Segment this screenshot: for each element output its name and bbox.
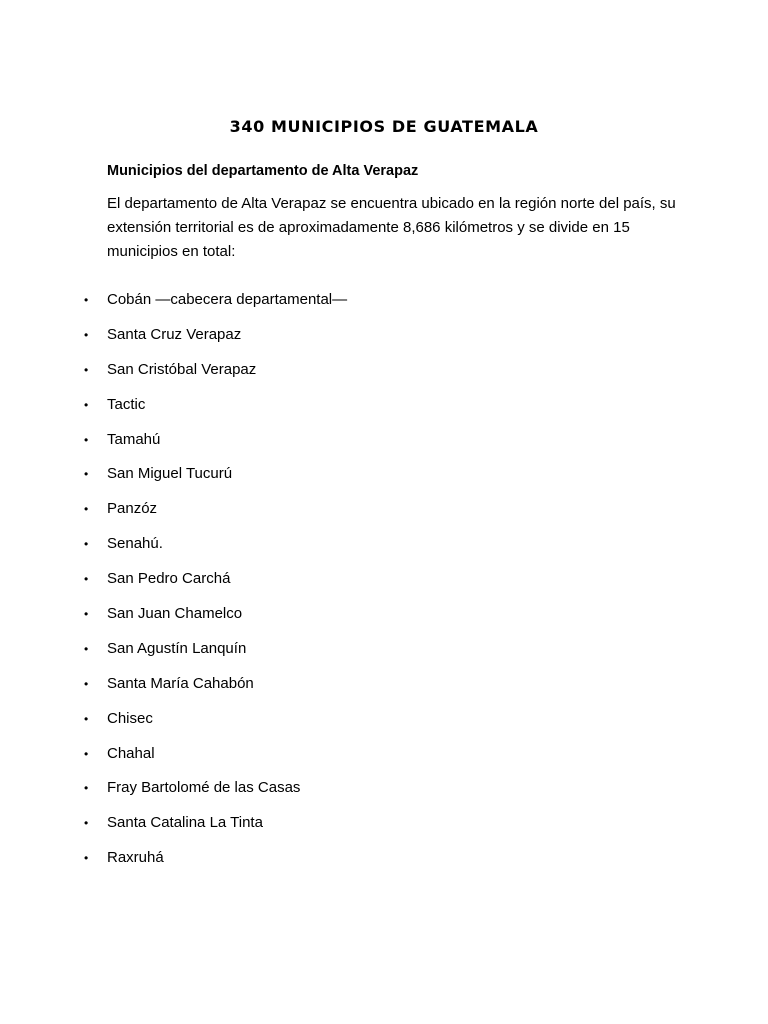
bullet-icon: • — [84, 502, 89, 517]
bullet-icon: • — [84, 641, 89, 656]
municipio-name: Tamahú — [107, 430, 161, 448]
bullet-icon: • — [84, 537, 89, 552]
list-item — [0, 568, 768, 603]
list-item — [0, 743, 768, 778]
list-item — [0, 394, 768, 429]
intro-paragraph: El departamento de Alta Verapaz se encuentra ubicado en la región norte del país, su extensión territorial es de aproximadamente 8,686 kilómetros y se divide en 15 municipios en total: — [107, 195, 676, 260]
bullet-icon: • — [84, 397, 89, 412]
list-item — [0, 429, 768, 464]
list-item — [0, 777, 768, 812]
bullet-icon: • — [84, 327, 89, 342]
list-item — [0, 847, 768, 882]
municipio-name: Cobán —cabecera departamental— — [107, 291, 348, 308]
municipio-name: Santa Catalina La Tinta — [107, 814, 263, 832]
municipio-name: San Agustín Lanquín — [107, 639, 247, 657]
municipio-name: Chahal — [107, 744, 155, 762]
list-item — [0, 359, 768, 394]
list-item — [0, 812, 768, 847]
bullet-icon: • — [84, 711, 89, 726]
municipio-name: Tactic — [107, 395, 146, 413]
section-heading: Municipios del departamento de Alta Verapaz — [107, 163, 419, 179]
list-item — [0, 673, 768, 708]
municipio-name: San Cristóbal Verapaz — [107, 360, 257, 378]
list-item — [0, 498, 768, 533]
bullet-icon: • — [84, 607, 89, 622]
list-item — [0, 638, 768, 673]
list-item — [0, 603, 768, 638]
municipio-name: Chisec — [107, 709, 153, 727]
bullet-icon: • — [84, 293, 89, 307]
municipio-name: Santa María Cahabón — [107, 674, 254, 692]
municipio-name: Panzóz — [107, 500, 158, 518]
municipio-name: San Pedro Carchá — [107, 570, 231, 588]
bullet-icon: • — [84, 362, 89, 377]
bullet-icon: • — [84, 467, 89, 482]
bullet-icon: • — [84, 851, 89, 866]
municipio-name: Senahú. — [107, 535, 163, 553]
bullet-icon: • — [84, 816, 89, 831]
bullet-icon: • — [84, 572, 89, 587]
municipio-name: Raxruhá — [107, 849, 164, 867]
bullet-icon: • — [84, 746, 89, 761]
list-item — [0, 324, 768, 359]
municipio-name: Fray Bartolomé de las Casas — [107, 779, 301, 797]
document-title: 340 MUNICIPIOS DE GUATEMALA — [229, 117, 539, 136]
list-item — [0, 289, 768, 324]
bullet-icon: • — [84, 781, 89, 796]
list-item — [0, 708, 768, 743]
bullet-icon: • — [84, 432, 89, 447]
municipio-name: San Juan Chamelco — [107, 605, 243, 623]
municipio-name: San Miguel Tucurú — [107, 465, 233, 483]
list-item — [0, 533, 768, 568]
municipio-name: Santa Cruz Verapaz — [107, 325, 242, 343]
municipios-list — [0, 289, 768, 882]
list-item — [0, 463, 768, 498]
bullet-icon: • — [84, 676, 89, 691]
